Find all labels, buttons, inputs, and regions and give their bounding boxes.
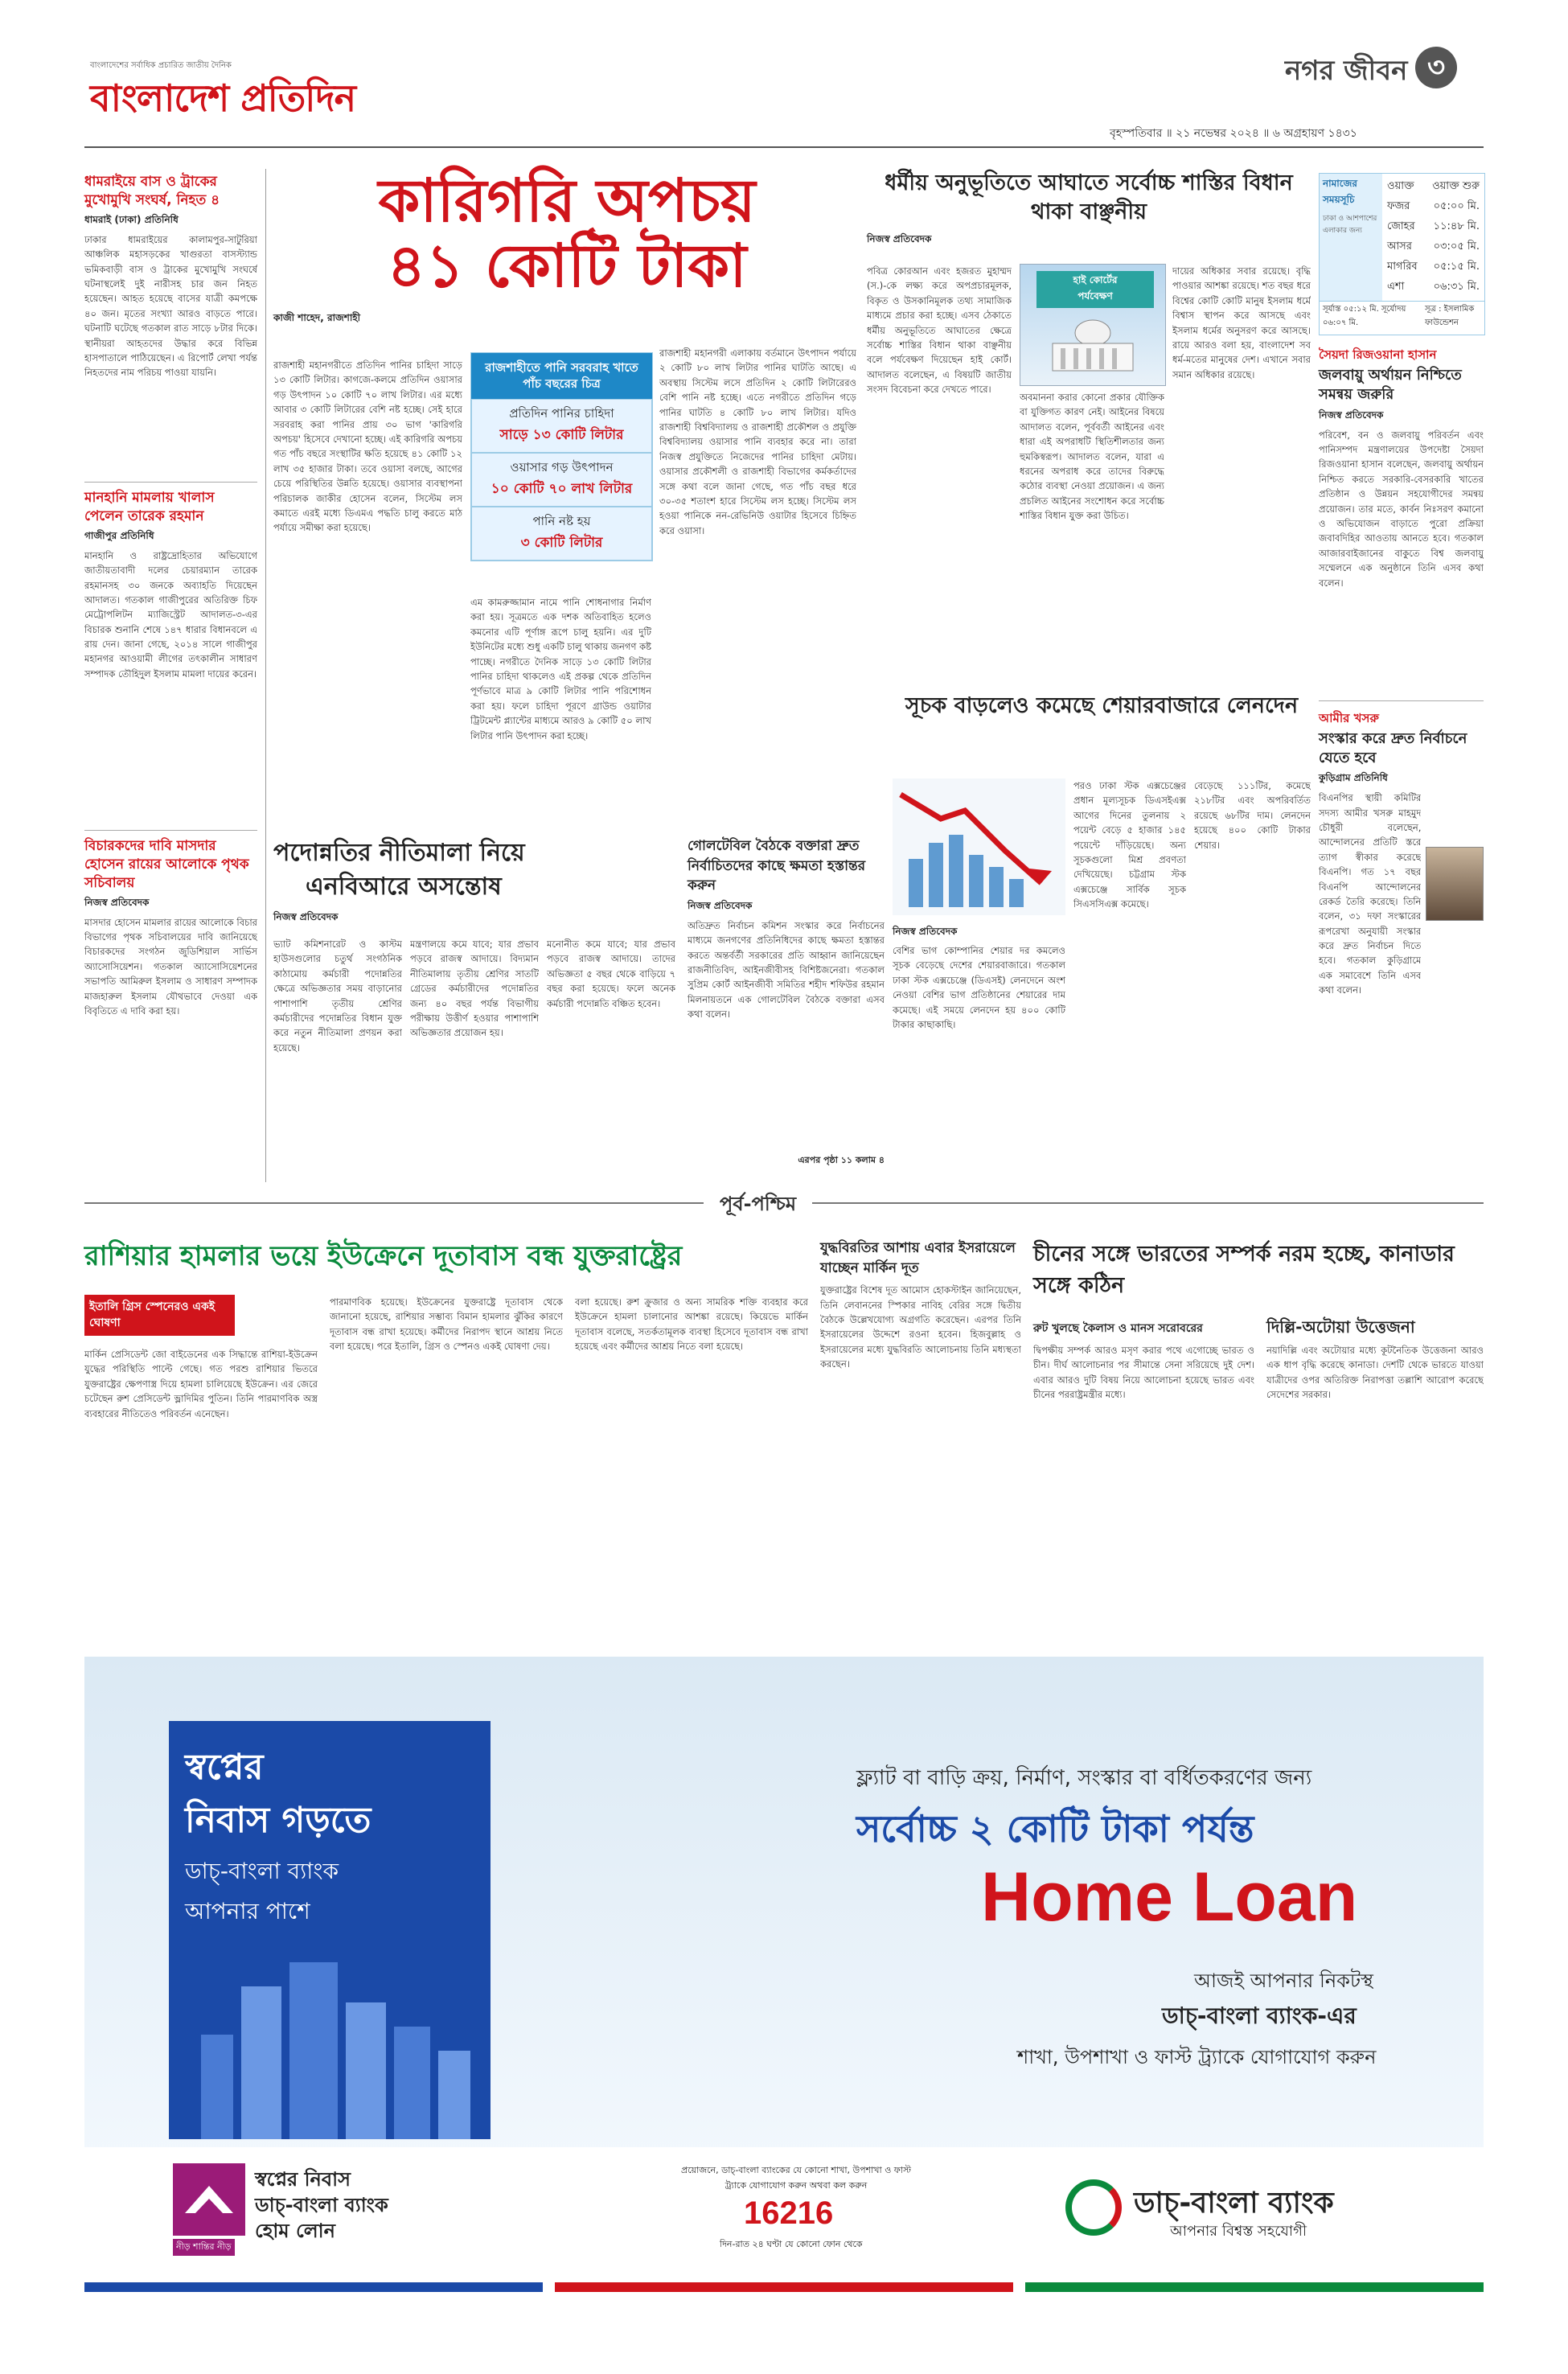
bank-brand-tag: আপনার বিশ্বস্ত সহযোগী: [1170, 2223, 1307, 2240]
declining-chart-icon: [893, 778, 1065, 915]
prayer-head-waqt: ওয়াক্ত: [1387, 180, 1414, 192]
promotion-headline-line1: পদোন্নতির নীতিমালা নিয়ে: [273, 839, 525, 867]
news-body: বিএনপির স্থায়ী কমিটির সদস্য আমীর খসরু মাহমুদ চৌধুরী বলেছেন, আন্দোলনের প্রতিটি স্তরে ত্যাগ স্বীকার করেছে বিএনপি। গত ১৭ বছর বিএনপি আন্দোলনের রেকর্ড তৈরি করেছে। তিনি বলেন, ৩১ দফা সংস্কারের রূপরেখা অনুযায়ী সংস্কার করে দ্রুত নির্বাচন দিতে হবে। গতকাল কুড়িগ্রামে এক সমাবেশে তিনি এসব কথা বলেন।: [1319, 792, 1422, 996]
footer-bar-red: [555, 2282, 1013, 2292]
india-canada-column-1: দ্বিপক্ষীয় সম্পর্ক আরও মসৃণ করার পথে এগোচ্ছে ভারত ও চীন। দীর্ঘ আলোচনার পর সীমান্তে সেনা সরিয়েছে দুই দেশ। এবার আরও দুটি বিষয় নিয়ে আলোচনা হয়েছে ভারত এবং চীনের পররাষ্ট্রমন্ত্রীর মধ্যে।: [1033, 1345, 1254, 1401]
news-headline: বিচারকদের দাবি মাসদার হোসেন রায়ের আলোকে পৃথক সচিবালয়: [84, 837, 249, 891]
prayer-time: ০৫:১৫ মি.: [1433, 261, 1480, 273]
ad-left-panel: [169, 1721, 491, 2139]
news-block: [1319, 346, 1484, 689]
stat-value: ১০ কোটি ৭০ লাখ লিটার: [491, 480, 633, 497]
news-headline: মানহানি মামলায় খালাস পেলেন তারেক রহমান: [84, 489, 215, 524]
ukraine-tag-text: ইতালি গ্রিস স্পেনেরও একই ঘোষণা: [89, 1300, 215, 1329]
newspaper-logo: বাংলাদেশ প্রতিদিন: [90, 76, 356, 120]
person-photo: [1426, 847, 1484, 921]
prayer-header: [1320, 174, 1484, 301]
market-story: [893, 690, 1311, 1181]
lead-info-box: [470, 352, 653, 561]
section-label: পূর্ব-পশ্চিম: [704, 1189, 812, 1222]
ad-left-line4: আপনার পাশে: [185, 1898, 310, 1924]
prayer-subtitle: ঢাকা ও আশপাশের এলাকার জন্য: [1323, 215, 1377, 235]
lead-column-3: এম কামরুজ্জামান নামে পানি শোধনাগার নির্মাণ করা হয়। সূত্রমতে এক দশক অতিবাহিত হলেও কমনোর এটি পূর্ণাঙ্গ রূপে চালু হয়নি। এর দুটি ইউনিটের মধ্যে শুধু একটি চালু থাকায় জনগণ কষ্ট পাচ্ছে। নগরীতে দৈনিক সাড়ে ১৩ কোটি লিটার পানির চাহিদা থাকলেও এই প্রকল্প থেকে প্রতিদিন পূর্ণভাবে মাত্র ৯ কোটি লিটার পানি পরিশোধন করা হয়। ফলে চাহিদা পূরণে গ্রাউন্ড ওয়াটার ট্রিটমেন্ট প্ল্যান্টের মাধ্যমে আরও ৯ কোটি ৫০ লাখ লিটার পানি উৎপাদন করা হচ্ছে।: [470, 597, 651, 741]
religion-column-2: অবমাননা করার কোনো প্রকার যৌক্তিক বা যুক্তিগত কারণ নেই। আইনের বিষয়ে আদালত বলেন, পূর্ববর্তী আইনের এবং ধারা এই অপরাধটি স্থিতিশীলতার জন্য হুমকিস্বরূপ। আদালত বলেন, যারা এ ধরনের অপরাধ করে তাদের বিরুদ্ধে কঠোর ব্যবস্থা নেওয়া প্রয়োজন। এ জন্য প্রচলিত আইনের সংশোধন করে সর্বোচ্চ শাস্তির বিধান যুক্ত করা উচিত।: [1020, 392, 1164, 522]
india-canada-story: [1033, 1238, 1484, 1641]
footer-bar-blue: [84, 2282, 543, 2292]
loan-logo-mark: [173, 2163, 245, 2236]
ad-amount: সর্বোচ্চ ২ কোটি টাকা পর্যন্ত: [856, 1807, 1254, 1850]
prayer-name: মাগরিব: [1387, 261, 1418, 273]
ukraine-tag: [84, 1295, 235, 1336]
news-headline: ধামরাইয়ে বাস ও ট্রাকের মুখোমুখি সংঘর্ষ, নিহত ৪: [84, 174, 220, 208]
stat-value: ৩ কোটি লিটার: [520, 534, 603, 551]
prayer-name: এশা: [1387, 281, 1405, 293]
buildings-illustration-icon: [169, 1938, 491, 2139]
india-canada-subhead-left: রুট খুলছে কৈলাস ও মানস সরোবরের: [1033, 1322, 1203, 1335]
market-column-1: বেশির ভাগ কোম্পানির শেয়ার দর কমলেও সূচক বেড়েছে দেশের শেয়ারবাজারে। গতকাল ঢাকা স্টক এক্সচেঞ্জে (ডিএসই) লেনদেনে অংশ নেওয়া বেশির ভাগ প্রতিষ্ঠানের শেয়ারের দাম কমেছে। এই সময়ে লেনদেন হয় ৪০০ কোটি টাকার কাছাকাছি।: [893, 945, 1065, 1030]
news-author: আমীর খসরু: [1319, 710, 1379, 725]
lead-column-4: রাজশাহী মহানগরী এলাকায় বর্তমানে উৎপাদন পর্যায়ে ২ কোটি ৮০ লাখ লিটার পানির ঘাটতি আছে। এ অবস্থায় সিস্টেম লসে প্রতিদিন ২ কোটি লিটারেরও বেশি পানি নষ্ট হচ্ছে। এতে নগরীতে প্রতিদিন গড়ে পানির ঘাটতি ৪ কোটি ৮০ লাখ লিটার। যদিও রাজশাহী বিশ্ববিদ্যালয় ও রাজশাহী প্রকৌশল ও প্রযুক্তি বিশ্ববিদ্যালয় ওয়াসার পানি ব্যবহার করে না। তারা নিজস্ব প্রযুক্তিতে নিজেদের পানির চাহিদা মেটায়। ওয়াসার প্রকৌশলী ও রাজশাহী বিভাগের কর্মকর্তাদের সঙ্গে কথা বলে জানা গেছে, গত পাঁচ বছর ধরে ৩০-৩৫ শতাংশ হারে সিস্টেম লস হচ্ছে। সিস্টেম লস হওয়া পানিকে নন-রেভিনিউ ওয়াটার হিসেবে চিহ্নিত করে ওয়াসা।: [659, 347, 856, 536]
issue-date: বৃহস্পতিবার ॥ ২১ নভেম্বর ২০২৪ ॥ ৬ অগ্রহায়ণ ১৪৩১: [1110, 127, 1357, 140]
roundtable-byline: নিজস্ব প্রতিবেদক: [688, 899, 753, 911]
news-byline: নিজস্ব প্রতিবেদক: [1319, 409, 1384, 421]
ad-contact3: শাখা, উপশাখা ও ফাস্ট ট্র্যাকে যোগাযোগ করুন: [1017, 2046, 1377, 2068]
israel-story: [820, 1238, 1021, 1641]
prayer-row: [1387, 197, 1480, 217]
roundtable-body: অতিদ্রুত নির্বাচন কমিশন সংস্কার করে নির্বাচনের মাধ্যমে জনগণের প্রতিনিধিদের কাছে ক্ষমতা হস্তান্তর করতে অন্তর্বর্তী সরকারের প্রতি আহ্বান জানিয়েছেন রাজনীতিবিদ, আইনজীবীসহ বিশিষ্টজনেরা। গতকাল সুপ্রিম কোর্ট আইনজীবী সমিতির শহীদ শফিউর রহমান মিলনায়তনে এক গোলটেবিল বৈঠকে বক্তারা এসব কথা বলেন।: [688, 919, 885, 1021]
ad-top-line: ফ্ল্যাট বা বাড়ি ক্রয়, নির্মাণ, সংস্কার বা বর্ধিতকরণের জন্য: [856, 1766, 1312, 1790]
loan-logo-line3: হোম লোন: [255, 2220, 335, 2242]
masthead-tagline: বাংলাদেশের সর্বাধিক প্রচারিত জাতীয় দৈনিক: [90, 61, 232, 70]
news-byline: কুড়িগ্রাম প্রতিনিধি: [1319, 772, 1388, 784]
news-body: মাসদার হোসেন মামলার রায়ের আলোকে বিচার বিভাগের পৃথক সচিবালয়ের দাবি জানিয়েছে বিচারকদের সংগঠন জুডিশিয়াল সার্ভিস অ্যাসোসিয়েশন। গতকাল অ্যাসোসিয়েশনের সভাপতি আমিরুল ইসলাম ও সাধারণ সম্পাদক মাজহারুল ইসলাম যৌথভাবে দেওয়া এক বিবৃতিতে এ দাবি করা হয়।: [84, 916, 257, 1017]
prayer-time: ১১:৪৮ মি.: [1433, 220, 1480, 232]
market-chart-image: [893, 778, 1065, 915]
house-roof-icon: [173, 2163, 245, 2236]
news-byline: গাজীপুর প্রতিনিধি: [84, 529, 154, 541]
section-divider: [84, 1186, 1484, 1222]
prayer-row: [1387, 237, 1480, 257]
high-court-image: [1020, 264, 1166, 386]
promotion-story: [273, 836, 679, 1182]
roundtable-headline: গোলটেবিল বৈঠকে বক্তারা দ্রুত নির্বাচিতদের কাছে ক্ষমতা হস্তান্তর করুন: [688, 838, 866, 894]
news-byline: ধামরাই (ঢাকা) প্রতিনিধি: [84, 213, 179, 225]
israel-headline: যুদ্ধবিরতির আশায় এবার ইসরায়েলে যাচ্ছেন মার্কিন দূত: [820, 1240, 1016, 1276]
market-column-2: পরও ঢাকা স্টক এক্সচেঞ্জের প্রধান মূল্যসূচক ডিএসইএক্স আগের দিনের তুলনায় ২ পয়েন্ট বেড়ে ৫ হাজার ১৪৫ পয়েন্টে দাঁড়িয়েছে। অন্য সূচকগুলো মিশ্র প্রবণতা দেখিয়েছে। চট্টগ্রাম স্টক এক্সচেঞ্জে সার্বিক সূচক সিএসসিএক্স কমেছে।: [1073, 780, 1186, 910]
prayer-name: আসর: [1387, 240, 1412, 253]
india-canada-subhead-right: দিল্লি-অটোয়া উত্তেজনা: [1266, 1317, 1415, 1337]
loan-logo-tag: নীড় শান্তির নীড়: [173, 2239, 235, 2256]
ad-product: Home Loan: [981, 1859, 1358, 1936]
left-news-column: [84, 173, 257, 1181]
religion-headline: ধর্মীয় অনুভূতিতে আঘাতে সর্বোচ্চ শাস্তির বিধান থাকা বাঞ্ছনীয়: [885, 170, 1293, 225]
news-body: মানহানি ও রাষ্ট্রদ্রোহিতার অভিযোগে জাতীয়তাবাদী দলের চেয়ারম্যান তারেক রহমানসহ ৩০ জনকে অব্যাহতি দিয়েছেন আদালত। গতকাল গাজীপুরের অতিরিক্ত চিফ মেট্রোপলিটন ম্যাজিস্ট্রেট আদালত-৩-এর বিচারক শুনানি শেষে ১৪৭ ধারার বিধানবলে এ রায় দেন। জানা গেছে, ২০১৪ সালে গাজীপুর মহানগর আওয়ামী লীগের তৎকালীন সাধারণ সম্পাদক তৌহিদুল ইসলাম মামলা দায়ের করেন।: [84, 549, 257, 680]
news-block: [1319, 700, 1484, 1081]
masthead-divider: [84, 146, 1484, 148]
israel-body: যুক্তরাষ্ট্রের বিশেষ দূত আমোস হোকস্টাইন জানিয়েছেন, তিনি লেবাননের স্পিকার নাবিহ বেরির সঙ্গে দ্বিতীয় বৈঠকে উল্লেখযোগ্য অগ্রগতি করেছেন। এরপর তিনি ইসরায়েলের উদ্দেশে রওনা হবেন। হিজবুল্লাহ ও ইসরায়েলের মধ্যে যুদ্ধবিরতি আলোচনায় তিনি মধ্যস্থতা করছেন।: [820, 1284, 1021, 1370]
info-stat: [471, 507, 652, 561]
religion-story: [867, 169, 1311, 651]
image-caption-top: হাই কোর্টের: [1073, 274, 1118, 285]
news-body: পরিবেশ, বন ও জলবায়ু পরিবর্তন এবং পানিসম্পদ মন্ত্রণালয়ের উপদেষ্টা সৈয়দা রিজওয়ানা হাসান বলেছেন, জলবায়ু অর্থায়ন নিশ্চিত করতে সরকারি-বেসরকারি খাতের প্রতিষ্ঠান ও উন্নয়ন সহযোগীদের সমন্বয় প্রয়োজন। তার মতে, কার্বন নিঃসরণ কমানো ও অভিযোজন বাড়াতে পুরো প্রক্রিয়া জবাবদিহির আওতায় আনতে হবে। গতকাল আজারবাইজানের বাকুতে বিশ্ব জলবায়ু সম্মেলনে এক অনুষ্ঠানে তিনি এসব কথা বলেন।: [1319, 429, 1484, 589]
news-headline: জলবায়ু অর্থায়ন নিশ্চিতে সমন্বয় জরুরি: [1319, 367, 1462, 404]
court-building-icon: [1020, 265, 1165, 385]
prayer-title: নামাজের সময়সূচি: [1323, 178, 1357, 205]
religion-byline: নিজস্ব প্রতিবেদক: [867, 232, 932, 244]
ukraine-headline: রাশিয়ার হামলার ভয়ে ইউক্রেনে দূতাবাস বন্ধ যুক্তরাষ্ট্রের: [84, 1240, 683, 1272]
section-name: নগর জীবন: [1285, 55, 1408, 87]
prayer-time: ০৫:০০ মি.: [1433, 200, 1480, 212]
column-divider: [265, 169, 266, 1182]
lead-story: [273, 166, 860, 828]
lead-column-1: রাজশাহী মহানগরীতে প্রতিদিন পানির চাহিদা সাড়ে ১৩ কোটি লিটার। কাগজে-কলমে প্রতিদিন ওয়াসার গড় উৎপাদন ১০ কোটি ৭০ লাখ লিটার। এর মধ্যে আবার ৩ কোটি লিটারের বেশি নষ্ট হচ্ছে। সেই হারে সরবরাহ করা পানির প্রায় ৩০ ভাগ 'কারিগরি অপচয়' হিসেবে দেখানো হচ্ছে। এই কারিগরি অপচয় গত পাঁচ বছরে সংস্থাটির ক্ষতি হয়েছে ৪১ কোটি ১২ লাখ ৩৫ হাজার টাকা। তবে ওয়াসা বলছে, আগের চেয়ে পরিস্থিতির উন্নতি হয়েছে। ওয়াসার ব্যবস্থাপনা পরিচালক জাকীর হোসেন বলেন, সিস্টেম লস কমাতে এরই মধ্যে ডিএমএ পদ্ধতি চালু করতে মাঠ পর্যায়ে সমীক্ষা করা হয়েছে।: [273, 359, 462, 534]
news-headline: সংস্কার করে দ্রুত নির্বাচনে যেতে হবে: [1319, 729, 1467, 766]
loan-logo-line1: স্বপ্নের নিবাস: [255, 2168, 351, 2191]
prayer-head-row: [1387, 177, 1480, 197]
news-body: ঢাকার ধামরাইয়ের কালামপুর-সাটুরিয়া আঞ্চলিক মহাসড়কের খাগুরতা বাসস্ট্যান্ড ভমিকবাড়ী বাস ও ট্রাকের মুখোমুখি সংঘর্ষে ঘটনাস্থলেই দুই নারীসহ চার জন নিহত হয়েছেন। আহত হয়েছে বাসের যাত্রী কমপক্ষে ৪০ জন। মৃতের সংখ্যা আরও বাড়তে পারে। ঘটনাটি ঘটেছে গতকাল রাত সাড়ে ৮টার দিকে। স্থানীয়রা আহতদের উদ্ধার করে বিভিন্ন হাসপাতালে পাঠিয়েছেন। এ রিপোর্ট লেখা পর্যন্ত নিহতদের নাম পরিচয় পাওয়া যায়নি।: [84, 233, 257, 379]
ad-left-line2: নিবাস গড়তে: [185, 1800, 371, 1841]
bank-brand: ডাচ্-বাংলা ব্যাংক: [1134, 2187, 1334, 2220]
loan-logo-line2: ডাচ্-বাংলা ব্যাংক: [255, 2194, 388, 2216]
info-box-title: রাজশাহীতে পানি সরবরাহ খাতে পাঁচ বছরের চিত্র: [471, 353, 652, 399]
news-byline: নিজস্ব প্রতিবেদক: [84, 896, 150, 908]
image-caption-bottom: পর্যবেক্ষণ: [1077, 290, 1113, 302]
ukraine-column-3: বলা হয়েছে। রুশ ক্রুজার ও অন্য সামরিক শক্তি ব্যবহার করে ইউক্রেনে হামলা চালানোর আশঙ্কা রয়েছে। কিয়েভে মার্কিন দূতাবাস বলেছে, সতর্কতামূলক ব্যবস্থা হিসেবে দূতাবাস বন্ধ রাখা হয়েছে এবং কর্মীদের আশ্রয় নিতে বলা হয়েছে।: [575, 1296, 808, 1353]
sun-times: সূর্যাস্ত ০৫:১২ মি. সূর্যোদয় ০৬:০৭ মি.: [1323, 305, 1406, 327]
prayer-name: জোহর: [1387, 220, 1415, 232]
promotion-column-3: মনোনীত কমে যাবে; যার প্রভাব পড়বে রাজস্ব আদায়ে। তাদের অভিজ্ঞতা ৫ বছর থেকে বাড়িয়ে ৭ বছর করা হয়েছে। ফলে অনেক কর্মচারী পদোন্নতি বঞ্চিত হবেন।: [547, 939, 675, 1009]
ad-hotline[interactable]: 16216: [744, 2195, 834, 2231]
footer-bar-green: [1025, 2282, 1484, 2292]
market-column-3: বেড়েছে ১১১টির, কমেছে ২১৮টির এবং অপরিবর্তিত রয়েছে ৬৮টির দাম। লেনদেন হয়েছে ৪০০ কোটি টাকার শেয়ার।: [1194, 780, 1311, 851]
prayer-name: ফজর: [1387, 200, 1410, 212]
right-news-column: [1319, 346, 1484, 1080]
market-byline: নিজস্ব প্রতিবেদক: [893, 926, 958, 937]
ad-left-line3: ডাচ্-বাংলা ব্যাংক: [185, 1858, 339, 1884]
home-loan-ad[interactable]: [84, 1657, 1484, 2268]
lead-headline-line1: কারিগরি অপচয়: [378, 166, 756, 236]
ad-contact1: আজই আপনার নিকটস্থ: [1194, 1969, 1373, 1992]
promotion-column-2: মন্ত্রণালয়ে কমে যাবে; যার প্রভাব পড়বে রাজস্ব আদায়ে। বিদ্যমান নীতিমালায় তৃতীয় শ্রেণির সাতটি গ্রেডের কর্মচারীদের পদোন্নতির জন্য ৪০ বছর পর্যন্ত বিভাগীয় পরীক্ষায় উত্তীর্ণ হওয়ার পাশাপাশি অভিজ্ঞতার প্রয়োজন হয়।: [410, 939, 539, 1039]
prayer-source: সূত্র : ইসলামিক ফাউন্ডেশন: [1425, 305, 1475, 327]
prayer-row: [1387, 257, 1480, 277]
continuation-jump: এরপর পৃষ্ঠা ১১ কলাম ৪: [798, 1154, 885, 1165]
news-block: [84, 173, 257, 474]
india-canada-headline: চীনের সঙ্গে ভারতের সম্পর্ক নরম হচ্ছে, কানাডার সঙ্গে কঠিন: [1033, 1242, 1455, 1299]
religion-column-3: দায়ের অধিকার সবার রয়েছে। বৃদ্ধি পাওয়ার আশঙ্কা রয়েছে। শত বছর ধরে বিশ্বের কোটি কোটি মানুষ ইসলাম ধর্মে বিশ্বাস স্থাপন করে আসছে এবং ইসলাম ধর্মের অনুসরণ করে আসছে। রায়ে আরও বলা হয়, বাংলাদেশ সব ধর্ম-মতের মানুষের দেশ। এখানে সবার সমান অধিকার রয়েছে।: [1172, 265, 1311, 380]
market-headline: সূচক বাড়লেও কমেছে শেয়ারবাজারে লেনদেন: [905, 693, 1299, 718]
ukraine-column-2: পারমাণবিক হয়েছে। ইউক্রেনের যুক্তরাষ্ট্রে দূতাবাস থেকে জানানো হয়েছে, রাশিয়ার সম্ভাব্য বিমান হামলার ঝুঁকির কারণে দূতাবাস বন্ধ রাখা হয়েছে। কর্মীদের নিরাপদ স্থানে আশ্রয় নিতে বলা হয়েছে। পরে ইতালি, গ্রিস ও স্পেনও একই ঘোষণা দেয়।: [330, 1296, 563, 1353]
ad-hotline-note: দিন-রাত ২৪ ঘণ্টা যে কোনো ফোন থেকে: [720, 2239, 863, 2249]
india-canada-column-2: নয়াদিল্লি এবং অটোয়ার মধ্যে কূটনৈতিক উত্তেজনা আরও এক ধাপ বৃদ্ধি করেছে কানাডা। দেশটি থেকে ভারতে যাওয়া যাত্রীদের ওপর অতিরিক্ত নিরাপত্তা তল্লাশি আরোপ করেছে সেদেশের সরকার।: [1266, 1345, 1484, 1401]
ad-left-line1: স্বপ্নের: [185, 1747, 264, 1788]
masthead: [0, 0, 1568, 161]
stat-label: প্রতিদিন পানির চাহিদা: [509, 405, 614, 421]
lead-headline-line2: ৪১ কোটি টাকা: [387, 232, 747, 302]
news-author: সৈয়দা রিজওয়ানা হাসান: [1319, 347, 1437, 362]
promotion-column-1: ভ্যাট কমিশনারেট ও কাস্টম হাউসগুলোর চতুর্থ সংগঠনিক কাঠামোয় কর্মচারী পদোন্নতির ক্ষেত্রে অভিজ্ঞতার সময় বাড়ানোর পাশাপাশি তৃতীয় শ্রেণির কর্মচারীদের পদোন্নতির বিধান যুক্ত করে নতুন নীতিমালা প্রণয়ন করা হয়েছে।: [273, 939, 402, 1054]
promotion-headline-line2: এনবিআরে অসন্তোষ: [306, 873, 502, 901]
prayer-head-start: ওয়াক্ত শুরু: [1432, 180, 1480, 192]
ad-bottom-strip: [84, 2147, 1484, 2268]
stat-value: সাড়ে ১৩ কোটি লিটার: [499, 426, 624, 443]
prayer-row: [1387, 217, 1480, 237]
ad-contact2: ডাচ্-বাংলা ব্যাংক-এর: [1162, 2002, 1357, 2029]
info-stat: [471, 453, 652, 507]
news-block: [84, 830, 257, 1181]
roundtable-story: [688, 836, 885, 1182]
ukraine-story: [84, 1238, 808, 1641]
prayer-row: [1387, 277, 1480, 298]
prayer-footer: [1320, 301, 1484, 332]
page-number-badge: [1415, 47, 1457, 88]
news-block: [84, 482, 257, 822]
prayer-times-box: [1319, 173, 1485, 335]
promotion-byline: নিজস্ব প্রতিবেদক: [273, 911, 339, 922]
stat-label: পানি নষ্ট হয়: [532, 513, 591, 528]
prayer-time: ০৩:০৫ মি.: [1433, 240, 1480, 253]
lead-byline: কাজী শাহেদ, রাজশাহী: [273, 311, 361, 323]
info-stat: [471, 399, 652, 453]
page-number: ৩: [1426, 51, 1446, 84]
stat-label: ওয়াসার গড় উৎপাদন: [510, 459, 614, 474]
prayer-time: ০৬:৩১ মি.: [1433, 281, 1480, 293]
ad-help-text: প্রয়োজনে, ডাচ্-বাংলা ব্যাংকের যে কোনো শাখা, উপশাখা ও ফাস্ট ট্র্যাকে যোগাযোগ করুন অথবা কল করুন: [680, 2165, 911, 2191]
bank-logo-icon: [1065, 2179, 1122, 2236]
ukraine-column-1: মার্কিন প্রেসিডেন্ট জো বাইডেনের এক সিদ্ধান্তে রাশিয়া-ইউক্রেন যুদ্ধের পরিস্থিতি পাল্টে গেছে। গত পরশু রাশিয়ার ভিতরে যুক্তরাষ্ট্রের ক্ষেপণাস্ত্র দিয়ে হামলা চালিয়েছে ইউক্রেন। এর জেরে চটেছেন রুশ প্রেসিডেন্ট ভ্লাদিমির পুতিন। তিনি পারমাণবিক অস্ত্র ব্যবহারের নীতিতেও পরিবর্তন এনেছেন।: [84, 1349, 318, 1419]
religion-column-1: পবিত্র কোরআন এবং হজরত মুহাম্মদ (স.)-কে লক্ষ্য করে অপপ্রচারমূলক, বিকৃত ও উসকানিমূলক তথ্য সামাজিক মাধ্যমে প্রচার করা হচ্ছে। এসব ঠেকাতে ধর্মীয় অনুভূতিতে আঘাতের ক্ষেত্রে সর্বোচ্চ শাস্তির বিধান থাকা বাঞ্ছনীয় বলে পর্যবেক্ষণ দিয়েছেন হাই কোর্ট। আদালত বলেছেন, এ বিষয়টি জাতীয় সংসদ বিবেচনা করে দেখতে পারে।: [867, 265, 1012, 396]
